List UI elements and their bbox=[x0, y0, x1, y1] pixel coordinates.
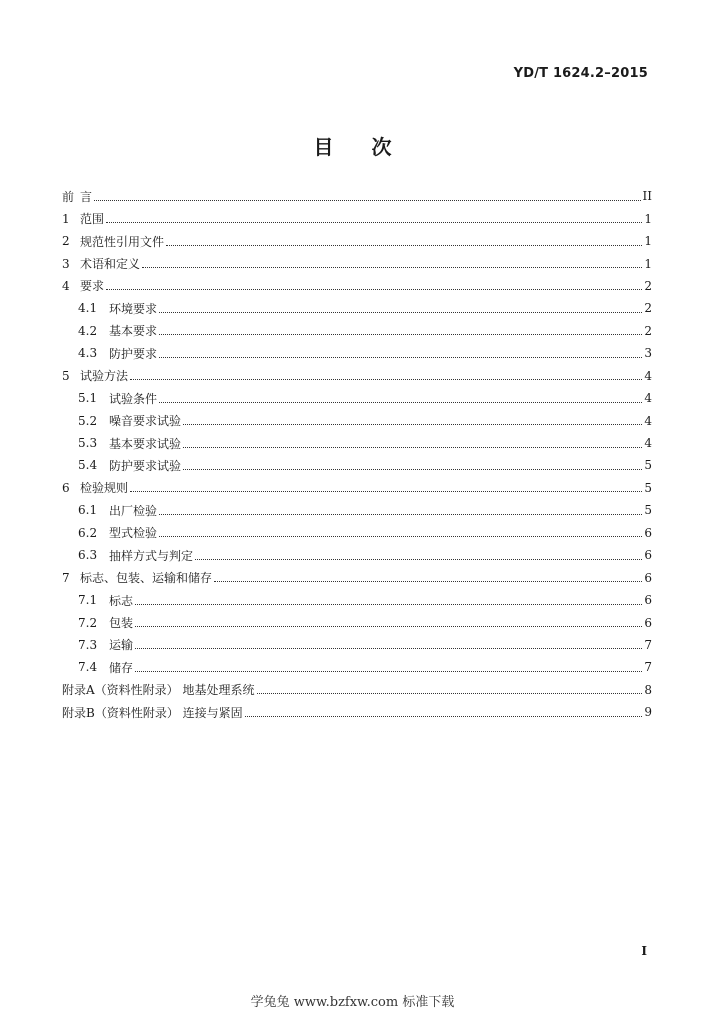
toc-entry-number: 7.4 bbox=[78, 660, 98, 675]
toc-entry[interactable] bbox=[62, 611, 652, 633]
toc-entry-label: 标志 bbox=[109, 593, 134, 608]
toc-leader-dots bbox=[166, 245, 642, 246]
toc-entry-label: 储存 bbox=[109, 660, 134, 675]
toc-entry-label: 术语和定义 bbox=[80, 257, 141, 272]
site-watermark: 学兔兔 www.bzfxw.com 标准下载 bbox=[250, 995, 455, 1010]
toc-entry-number: 6 bbox=[62, 480, 70, 495]
toc-entry-label: A（资料性附录） 地基处理系统 bbox=[86, 683, 255, 698]
toc-entry-page: 4 bbox=[644, 436, 652, 451]
toc-entry-label: 试验条件 bbox=[109, 391, 158, 406]
toc-entry[interactable] bbox=[62, 679, 652, 701]
toc-entry[interactable] bbox=[62, 589, 652, 611]
toc-entry-label: 基本要求试验 bbox=[109, 436, 182, 451]
toc-entry[interactable] bbox=[62, 634, 652, 656]
toc-entry-number: 6.3 bbox=[78, 548, 98, 563]
toc-entry-page: 4 bbox=[644, 391, 652, 406]
toc-entry[interactable] bbox=[62, 297, 652, 319]
toc-leader-dots bbox=[214, 581, 642, 582]
toc-entry-page: 6 bbox=[644, 615, 652, 630]
toc-entry[interactable] bbox=[62, 342, 652, 364]
toc-entry-number: 1 bbox=[62, 211, 70, 226]
toc-entry-page: 1 bbox=[644, 234, 652, 249]
title-char-2: 次 bbox=[371, 135, 392, 159]
toc-leader-dots bbox=[142, 267, 642, 268]
title-char-1: 目 bbox=[313, 135, 334, 159]
toc-leader-dots bbox=[183, 447, 642, 448]
toc-entry[interactable] bbox=[62, 320, 652, 342]
toc-entry-label: 型式检验 bbox=[109, 526, 158, 541]
toc-entry-number: 5.4 bbox=[78, 458, 98, 473]
toc-entry-page: 5 bbox=[644, 480, 652, 495]
toc-entry-label: 标志、包装、运输和储存 bbox=[80, 571, 213, 586]
toc-entry-number: 6.1 bbox=[78, 503, 98, 518]
toc-entry[interactable] bbox=[62, 230, 652, 252]
toc-leader-dots bbox=[135, 604, 642, 605]
table-of-contents bbox=[62, 185, 652, 724]
toc-entry[interactable] bbox=[62, 185, 652, 207]
toc-entry-page: II bbox=[642, 189, 652, 204]
toc-entry[interactable] bbox=[62, 207, 652, 229]
toc-entry-number: 4.2 bbox=[78, 323, 98, 338]
toc-entry-number: 5.3 bbox=[78, 436, 98, 451]
toc-entry-page: 9 bbox=[644, 705, 652, 720]
toc-entry-number: 4 bbox=[62, 278, 70, 293]
toc-entry-number: 7.3 bbox=[78, 637, 98, 652]
toc-entry-number: 5.1 bbox=[78, 391, 98, 406]
toc-entry-number: 附录 bbox=[62, 705, 87, 720]
toc-leader-dots bbox=[135, 626, 642, 627]
page-title bbox=[0, 131, 705, 160]
toc-entry[interactable] bbox=[62, 275, 652, 297]
toc-entry-label: B（资料性附录） 连接与紧固 bbox=[86, 705, 243, 720]
toc-entry-label: 出厂检验 bbox=[109, 503, 158, 518]
toc-entry[interactable] bbox=[62, 477, 652, 499]
toc-leader-dots bbox=[135, 648, 642, 649]
toc-entry-number: 3 bbox=[62, 256, 70, 271]
toc-entry-label: 抽样方式与判定 bbox=[109, 548, 194, 563]
toc-entry-page: 5 bbox=[644, 458, 652, 473]
toc-entry-page: 4 bbox=[644, 413, 652, 428]
toc-leader-dots bbox=[159, 514, 642, 515]
toc-entry-number: 5 bbox=[62, 368, 70, 383]
toc-leader-dots bbox=[135, 671, 642, 672]
toc-entry-label: 检验规则 bbox=[80, 481, 129, 496]
toc-entry-label: 包装 bbox=[109, 616, 134, 631]
toc-entry-page: 2 bbox=[644, 278, 652, 293]
toc-leader-dots bbox=[159, 536, 642, 537]
toc-entry-number: 6.2 bbox=[78, 525, 98, 540]
toc-leader-dots bbox=[245, 716, 643, 717]
toc-entry-page: 5 bbox=[644, 503, 652, 518]
toc-entry-page: 2 bbox=[644, 301, 652, 316]
toc-entry-page: 1 bbox=[644, 256, 652, 271]
toc-entry-label: 防护要求 bbox=[109, 346, 158, 361]
toc-entry[interactable] bbox=[62, 566, 652, 588]
toc-entry-page: 6 bbox=[644, 525, 652, 540]
toc-entry-page: 6 bbox=[644, 593, 652, 608]
toc-entry-label: 范围 bbox=[80, 212, 105, 227]
toc-leader-dots bbox=[130, 491, 642, 492]
toc-leader-dots bbox=[159, 312, 642, 313]
toc-entry-number: 5.2 bbox=[78, 413, 98, 428]
toc-entry-page: 1 bbox=[644, 211, 652, 226]
toc-leader-dots bbox=[106, 289, 642, 290]
toc-entry[interactable] bbox=[62, 522, 652, 544]
toc-entry-number: 4.3 bbox=[78, 346, 98, 361]
toc-entry-page: 4 bbox=[644, 368, 652, 383]
toc-entry-page: 6 bbox=[644, 570, 652, 585]
toc-entry-label: 运输 bbox=[109, 638, 134, 653]
toc-entry-label: 基本要求 bbox=[109, 324, 158, 339]
toc-entry-label: 环境要求 bbox=[109, 301, 158, 316]
page-number: I bbox=[641, 944, 647, 958]
toc-entry-number: 前 bbox=[62, 189, 75, 204]
toc-leader-dots bbox=[94, 200, 641, 201]
toc-entry-number: 2 bbox=[62, 234, 70, 249]
toc-entry[interactable] bbox=[62, 387, 652, 409]
toc-entry-label: 要求 bbox=[80, 279, 105, 294]
toc-entry[interactable] bbox=[62, 409, 652, 431]
toc-leader-dots bbox=[106, 222, 642, 223]
toc-entry-label: 防护要求试验 bbox=[109, 458, 182, 473]
toc-entry-number: 4.1 bbox=[78, 301, 98, 316]
toc-entry[interactable] bbox=[62, 544, 652, 566]
toc-entry[interactable] bbox=[62, 454, 652, 476]
toc-entry-page: 6 bbox=[644, 548, 652, 563]
toc-leader-dots bbox=[195, 559, 642, 560]
standard-code: YD/T 1624.2–2015 bbox=[513, 66, 648, 81]
toc-leader-dots bbox=[159, 334, 642, 335]
toc-entry[interactable] bbox=[62, 252, 652, 274]
toc-entry-number: 7.1 bbox=[78, 593, 98, 608]
toc-leader-dots bbox=[183, 469, 642, 470]
toc-entry-page: 8 bbox=[644, 682, 652, 697]
toc-entry-label: 噪音要求试验 bbox=[109, 414, 182, 429]
toc-entry-label: 言 bbox=[80, 189, 93, 204]
toc-entry-number: 7.2 bbox=[78, 615, 98, 630]
toc-entry[interactable] bbox=[62, 365, 652, 387]
toc-entry-number: 附录 bbox=[62, 683, 87, 698]
toc-entry-page: 7 bbox=[644, 660, 652, 675]
toc-entry[interactable] bbox=[62, 701, 652, 723]
toc-entry[interactable] bbox=[62, 499, 652, 521]
toc-entry-page: 3 bbox=[644, 346, 652, 361]
toc-entry-page: 2 bbox=[644, 323, 652, 338]
toc-entry-page: 7 bbox=[644, 637, 652, 652]
toc-entry-number: 7 bbox=[62, 570, 70, 585]
toc-leader-dots bbox=[130, 379, 642, 380]
toc-leader-dots bbox=[183, 424, 642, 425]
toc-entry-label: 规范性引用文件 bbox=[80, 234, 165, 249]
toc-entry-label: 试验方法 bbox=[80, 369, 129, 384]
toc-entry[interactable] bbox=[62, 656, 652, 678]
toc-entry[interactable] bbox=[62, 432, 652, 454]
toc-leader-dots bbox=[159, 357, 642, 358]
toc-leader-dots bbox=[159, 402, 642, 403]
toc-leader-dots bbox=[257, 693, 643, 694]
